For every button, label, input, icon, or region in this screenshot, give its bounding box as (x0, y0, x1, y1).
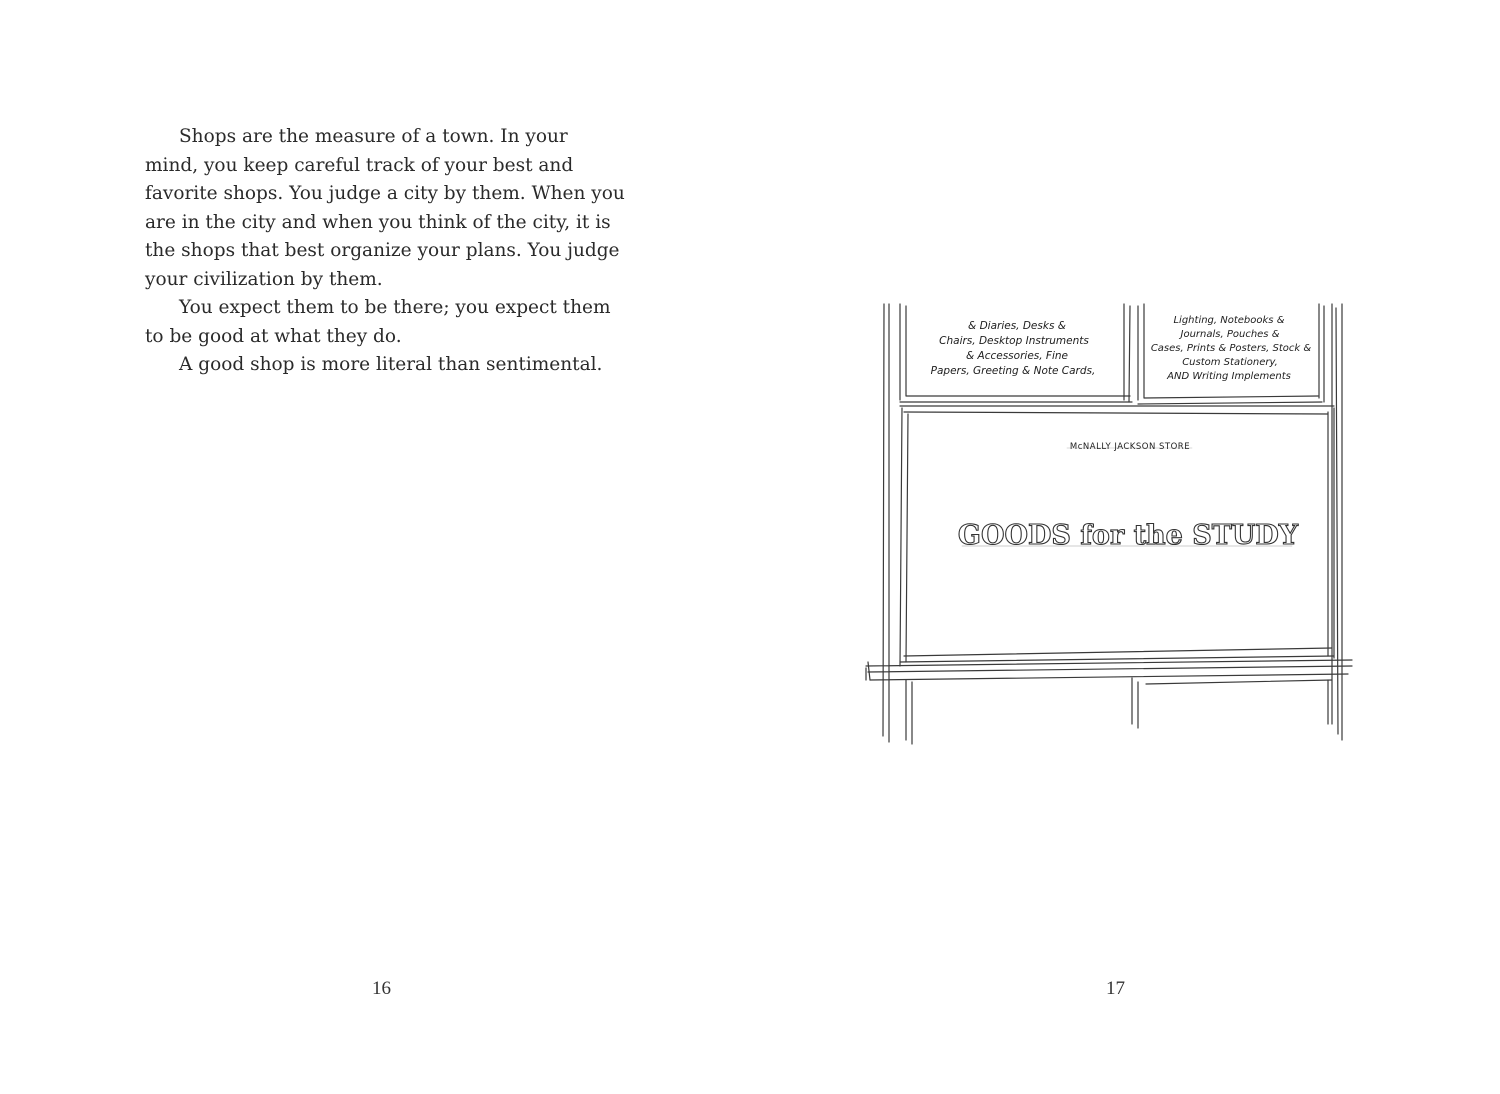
paragraph-1: Shops are the measure of a town. In your mind, you keep careful track of your best and favorite shops. You judge a city by them. When you are in the city and when you think of the city, it is the shops that best organize your plans. You judge your civilization by them. (145, 126, 625, 290)
left-window-line-2: Chairs, Desktop Instruments (939, 335, 1089, 347)
right-window-line-3: Cases, Prints & Posters, Stock & (1150, 343, 1312, 354)
storefront-drawing (862, 296, 1372, 746)
left-window-line-3: & Accessories, Fine (966, 350, 1068, 362)
right-window-line-5: AND Writing Implements (1167, 371, 1291, 382)
left-window-line-1: & Diaries, Desks & (968, 320, 1066, 332)
paragraph-3: A good shop is more literal than sentimental. (179, 354, 603, 375)
right-window-line-4: Custom Stationery, (1182, 357, 1278, 368)
sign-title: GOODS for the STUDY (957, 520, 1299, 551)
page-number-left: 16 (372, 978, 391, 999)
storefront-illustration (862, 296, 1372, 746)
page-number-right: 17 (1106, 978, 1125, 999)
paragraph-2: You expect them to be there; you expect them to be good at what they do. (145, 297, 611, 347)
right-window-line-2: Journals, Pouches & (1180, 329, 1280, 340)
body-text (145, 123, 625, 380)
store-name: McNALLY JACKSON STORE (1069, 442, 1191, 452)
right-window-line-1: Lighting, Notebooks & (1173, 315, 1285, 326)
left-window-line-4: Papers, Greeting & Note Cards, (930, 365, 1096, 377)
right-page (750, 0, 1500, 1094)
